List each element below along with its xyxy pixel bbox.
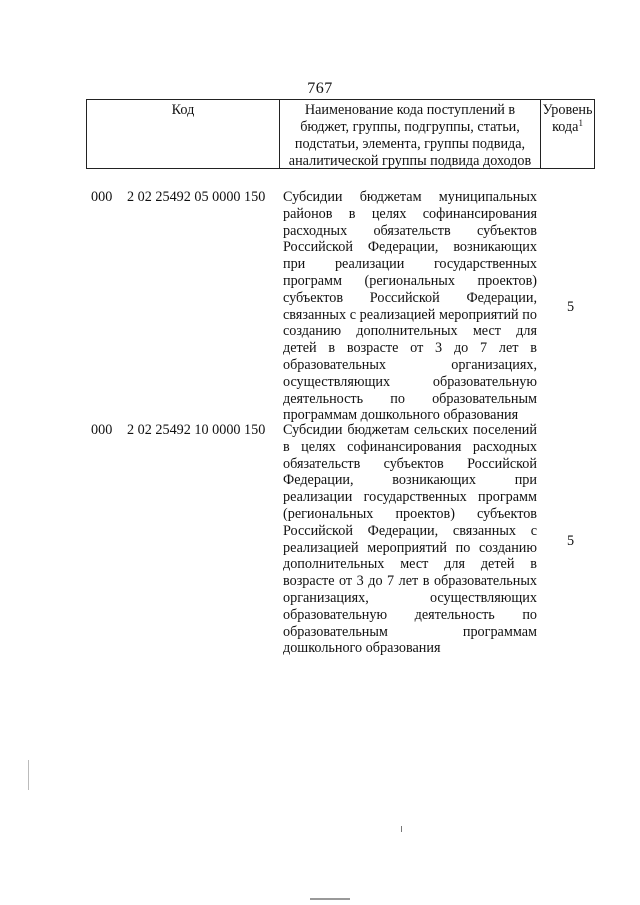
scan-artifact (401, 826, 402, 832)
row-revenue-code: 2 02 25492 05 0000 150 (127, 189, 266, 205)
row-level: 5 (567, 299, 575, 315)
table-header (86, 99, 595, 169)
scan-artifact (310, 898, 350, 900)
scan-artifact (28, 760, 29, 790)
header-level-footnote: 1 (578, 118, 583, 128)
row-revenue-name: Субсидии бюджетам сельских поселений в целях софинансирования расходных обязательств субъектов Российской Федерации, возникающих при реализации государственных программ (региональных проектов) субъектов Российской Федерации, связанных с реализацией мероприятий по созданию дополнительных мест для детей в возрасте от 3 до 7 лет в образовательных организациях, осуществляющих образовательную деятельность по образовательным программам дошкольного образования (283, 422, 537, 657)
header-name: Наименование кода поступлений в бюджет, группы, подгруппы, статьи, подстатьи, элемента, группы подвида, аналитической группы подвида доходов (280, 100, 541, 168)
header-level-label: Уровень кода (542, 102, 593, 135)
row-level: 5 (567, 533, 575, 549)
page-number: 767 (307, 80, 333, 97)
header-level (541, 100, 594, 168)
row-admin-code: 000 (91, 422, 113, 438)
row-revenue-name: Субсидии бюджетам муниципальных районов в целях софинансирования расходных обязательств субъектов Российской Федерации, возникающих при реализации государственных программ (региональных проектов) субъектов Российской Федерации, связанных с реализацией мероприятий по созданию дополнительных мест для детей в возрасте от 3 до 7 лет в образовательных организациях, осуществляющих образовательную деятельность по образовательным программам дошкольного образования (283, 189, 537, 424)
header-code: Код (87, 100, 280, 168)
row-revenue-code: 2 02 25492 10 0000 150 (127, 422, 266, 438)
row-admin-code: 000 (91, 189, 113, 205)
